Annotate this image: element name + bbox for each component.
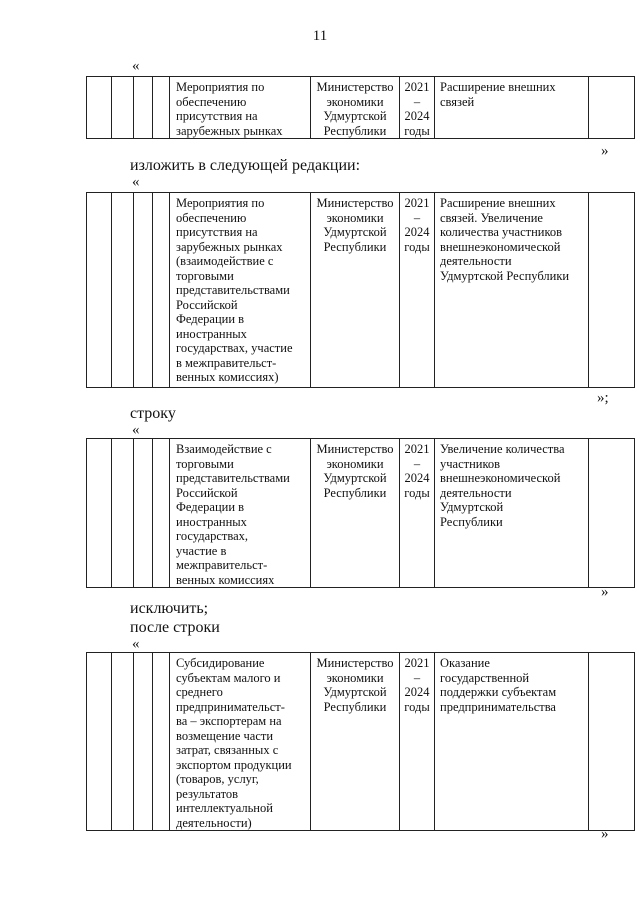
instruction-after-row: после строки [130,619,220,636]
opening-quote: « [132,636,140,652]
cell-text-line: торговыми [176,456,234,471]
cell-text-line: венных комиссиях [176,572,275,587]
cell-text-line: – [413,94,421,109]
cell-text-line: годы [404,485,430,500]
cell-text-line: Удмуртской Республики [440,268,570,283]
table-row-original [86,76,635,139]
cell-text-line: внешнеэкономической [440,471,561,485]
empty-cell [87,653,112,831]
ministry-cell [311,193,400,388]
result-cell [435,439,589,588]
cell-text-line: 2024 [404,471,430,485]
cell-text-line: Удмуртской [323,109,387,123]
empty-cell [589,193,635,388]
cell-text-line: Мероприятия по [176,80,265,94]
cell-text-line: Федерации в [176,500,245,514]
cell-text-line: 2021 [404,196,430,210]
cell-text-line: Министерство [316,442,394,456]
empty-cell [112,77,134,139]
cell-text-line: Расширение внешних [440,80,556,94]
empty-cell [153,439,170,588]
cell-text-line: 2024 [404,685,430,699]
empty-cell [134,193,153,388]
cell-text-line: среднего [176,685,223,699]
years-cell [400,77,435,139]
empty-cell [134,653,153,831]
empty-cell [589,653,635,831]
cell-text-line: обеспечению [176,210,247,225]
cell-text-line: связей [440,94,475,109]
cell-text-line: интеллектуальной [176,801,273,815]
empty-cell [134,439,153,588]
cell-text-line: 2021 [404,442,430,456]
closing-quote: » [601,584,609,600]
cell-text-line: Удмуртской [323,685,387,699]
cell-text-line: Удмуртской [323,225,387,239]
cell-text-line: (взаимодействие с [176,254,274,268]
cell-text-line: деятельности) [176,815,252,830]
cell-text-line: предпринимательства [440,699,556,714]
opening-quote: « [132,174,140,190]
cell-text-line: годы [404,239,430,254]
cell-text-line: государствах, [176,529,249,543]
cell-text-line: экономики [326,210,384,225]
cell-text-line: иностранных [176,326,247,341]
cell-text-line: Удмуртской [323,471,387,485]
cell-text-line: участие в [176,543,227,558]
cell-text-line: (товаров, услуг, [176,772,259,786]
cell-text-line: Республики [323,239,387,254]
cell-text-line: иностранных [176,514,247,529]
cell-text-line: деятельности [440,254,512,268]
cell-text-line: Субсидирование [176,656,265,670]
cell-text-line: 2024 [404,225,430,239]
cell-text-line: 2021 [404,656,430,670]
cell-text-line: 2024 [404,109,430,123]
empty-cell [87,193,112,388]
cell-text-line: Расширение внешних [440,196,556,210]
cell-text-line: Российской [176,297,238,312]
cell-text-line: возмещение части [176,728,274,743]
empty-cell [87,439,112,588]
closing-quote: » [601,143,609,159]
cell-text-line: экономики [326,670,384,685]
cell-text-line: экономики [326,94,384,109]
cell-text-line: Увеличение количества [440,442,565,456]
cell-text-line: присутствия на [176,109,258,123]
ministry-cell [311,653,400,831]
cell-text-line: предпринимательст- [176,699,285,714]
cell-text-line: ва – экспортерам на [176,714,282,728]
cell-text-line: венных комиссиях) [176,370,279,384]
cell-text-line: годы [404,123,430,138]
cell-text-line: представительствами [176,283,290,297]
ministry-cell [311,77,400,139]
cell-text-line: государствах, участие [176,341,293,355]
table-row-new-edition [86,192,635,388]
empty-cell [87,77,112,139]
cell-text-line: представительствами [176,471,290,485]
empty-cell [112,193,134,388]
cell-text-line: Министерство [316,196,394,210]
event-name-cell [170,193,311,388]
empty-cell [153,653,170,831]
cell-text-line: участников [440,456,501,471]
cell-text-line: Республики [440,514,503,529]
cell-text-line: зарубежных рынках [176,239,283,254]
cell-text-line: годы [404,699,430,714]
cell-text-line: – [413,670,421,685]
empty-cell [153,77,170,139]
opening-quote: « [132,422,140,438]
cell-text-line: Удмуртской [440,500,504,514]
empty-cell [112,439,134,588]
cell-text-line: Министерство [316,656,394,670]
years-cell [400,653,435,831]
result-cell [435,77,589,139]
cell-text-line: присутствия на [176,225,258,239]
cell-text-line: – [413,210,421,225]
cell-text-line: межправительст- [176,558,268,572]
cell-text-line: количества участников [440,225,563,239]
result-cell [435,193,589,388]
empty-cell [112,653,134,831]
cell-text-line: Республики [323,485,387,500]
empty-cell [589,439,635,588]
cell-text-line: зарубежных рынках [176,123,283,138]
cell-text-line: результатов [176,786,239,801]
closing-quote: » [601,826,609,842]
empty-cell [153,193,170,388]
cell-text-line: торговыми [176,268,234,283]
cell-text-line: государственной [440,670,530,685]
instruction-row: строку [130,405,176,422]
cell-text-line: Взаимодействие с [176,442,272,456]
cell-text-line: Министерство [316,80,394,94]
cell-text-line: – [413,456,421,471]
cell-text-line: Федерации в [176,312,245,326]
cell-text-line: связей. Увеличение [440,210,543,225]
empty-cell [589,77,635,139]
years-cell [400,439,435,588]
cell-text-line: деятельности [440,485,512,500]
instruction-replace: изложить в следующей редакции: [130,157,361,174]
event-name-cell [170,653,311,831]
cell-text-line: Российской [176,485,238,500]
empty-cell [134,77,153,139]
event-name-cell [170,439,311,588]
closing-quote-semicolon: »; [597,390,609,406]
cell-text-line: обеспечению [176,94,247,109]
cell-text-line: поддержки субъектам [440,685,557,699]
opening-quote: « [132,58,140,74]
instruction-exclude: исключить; [130,600,209,617]
page-number: 11 [312,28,328,44]
cell-text-line: Республики [323,699,387,714]
ministry-cell [311,439,400,588]
years-cell [400,193,435,388]
cell-text-line: 2021 [404,80,430,94]
table-row-after [86,652,635,831]
cell-text-line: затрат, связанных с [176,743,279,757]
table-row-excluded [86,438,635,588]
cell-text-line: внешнеэкономической [440,239,561,254]
cell-text-line: Оказание [440,656,490,670]
event-name-cell [170,77,311,139]
result-cell [435,653,589,831]
cell-text-line: в межправительст- [176,355,277,370]
cell-text-line: субъектам малого и [176,670,281,685]
cell-text-line: Республики [323,123,387,138]
cell-text-line: экономики [326,456,384,471]
cell-text-line: экспортом продукции [176,757,292,772]
cell-text-line: Мероприятия по [176,196,265,210]
